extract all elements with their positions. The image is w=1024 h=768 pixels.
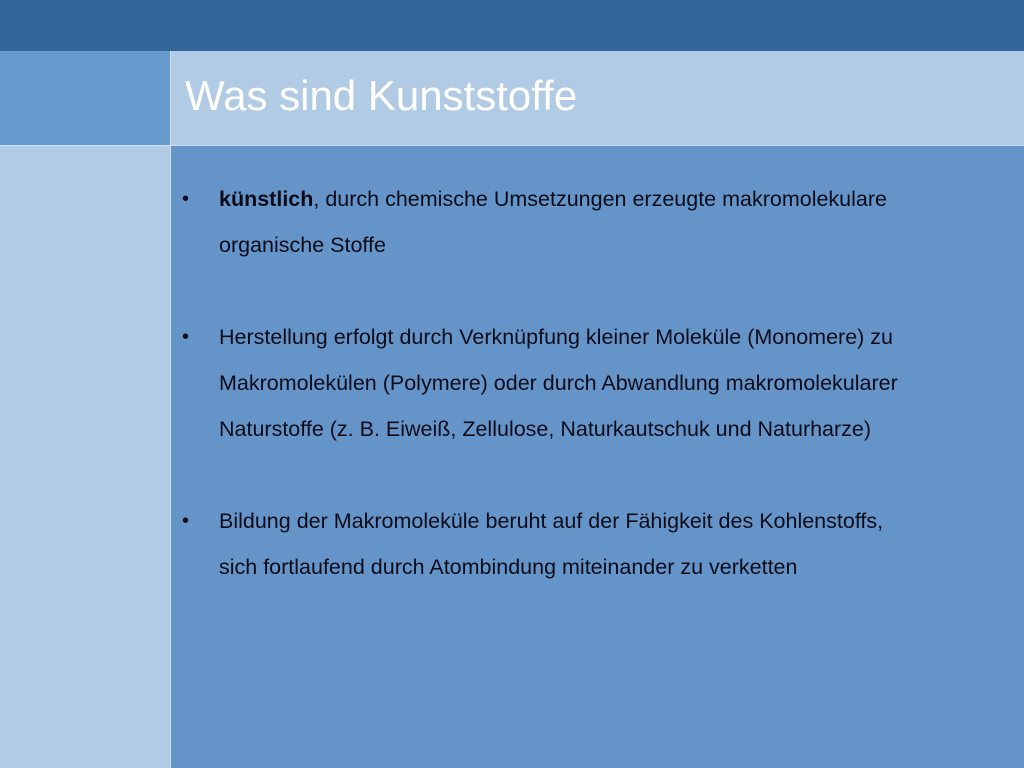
bullet-marker: • — [182, 326, 190, 348]
bullet-text — [219, 314, 902, 452]
bullet-body-text: Herstellung erfolgt durch Verknüpfung kleiner Moleküle (Monomere) zu Makromolekülen (Polymere) oder durch Abwandlung makromolekularer Naturstoffe (z. B. Eiweiß, Zellulose, Naturkautschuk und Naturharze) — [219, 325, 898, 441]
bullet-marker: • — [182, 188, 190, 210]
bullet-text — [219, 498, 902, 590]
bullet-body-text: , durch chemische Umsetzungen erzeugte makromolekulare organische Stoffe — [219, 187, 887, 257]
top-header-bar — [0, 0, 1024, 51]
bullet-item — [182, 498, 902, 590]
slide-title: Was sind Kunststoffe — [185, 72, 578, 119]
vertical-divider — [170, 51, 171, 768]
left-sidebar-panel — [0, 145, 170, 768]
horizontal-divider — [0, 145, 1024, 146]
left-accent-block — [0, 51, 170, 145]
bullet-item — [182, 176, 902, 268]
bullet-text — [219, 176, 902, 268]
bullet-bold-term: künstlich — [219, 187, 314, 211]
bullet-list — [182, 176, 902, 590]
bullet-item — [182, 314, 902, 452]
bullet-body-text: Bildung der Makromoleküle beruht auf der Fähigkeit des Kohlenstoffs, sich fortlaufend durch Atombindung miteinander zu verketten — [219, 509, 884, 579]
bullet-marker: • — [182, 510, 190, 532]
